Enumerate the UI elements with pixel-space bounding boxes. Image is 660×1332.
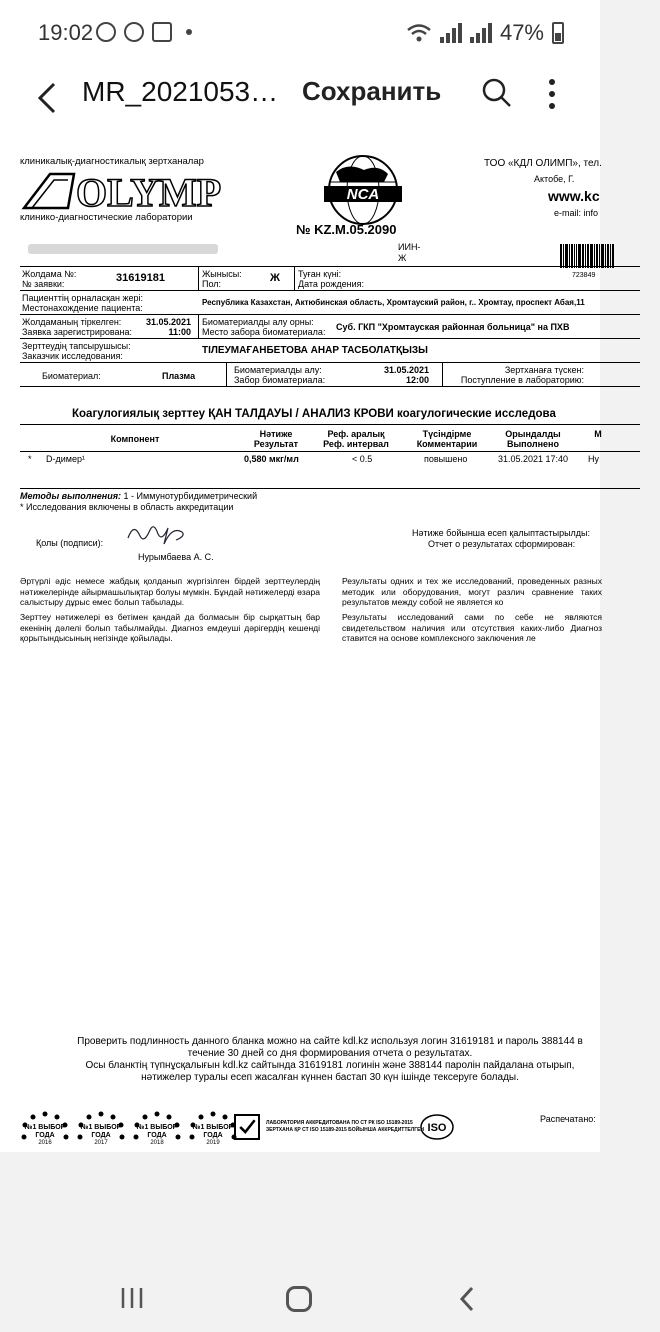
logo-top-text: клиникалық-диагностикалық зертханалар (20, 156, 204, 167)
search-icon[interactable] (480, 76, 514, 110)
home-icon[interactable] (286, 1286, 312, 1312)
iso-logo (420, 1114, 454, 1140)
table-row: * D-димер¹ 0,580 мкг/мл < 0.5 повышено 31.05.2021 17:40 Ну (28, 454, 599, 464)
organization-email: e-mail: info (554, 208, 599, 218)
app-bar (0, 66, 600, 132)
document-page[interactable] (0, 132, 600, 1152)
award-badge: №1 ВЫБОР ГОДА 2018 (132, 1110, 182, 1154)
whatsapp-icon (96, 22, 116, 42)
status-bar (0, 0, 600, 66)
more-notifications-dot-icon (186, 29, 192, 35)
checkmark-icon (234, 1114, 260, 1140)
accreditation-number: № KZ.M.05.2090 (296, 222, 397, 237)
result-value: 0,580 мкг/мл (244, 454, 299, 464)
done-datetime: 31.05.2021 17:40 (498, 454, 569, 464)
results-table-header (20, 424, 640, 452)
organization-city: Актобе, Г. (534, 174, 575, 184)
file-title: MR_2021053… (82, 76, 279, 107)
signature-image (124, 518, 194, 548)
logo-word-text: OLYMP (76, 170, 222, 215)
nca-text: NCA (346, 186, 380, 203)
report-formed-kz: Нәтиже бойынша есеп қалыптастырылды: (412, 528, 591, 538)
organization-name: ТОО «КДЛ ОЛИМП», тел. (484, 158, 602, 169)
organization-site[interactable]: www.kc (548, 188, 600, 204)
logo-bottom-text: клинико-диагностические лаборатории (20, 212, 193, 223)
analysis-section-title: Коагулогиялық зерттеу ҚАН ТАЛДАУЫ / АНАЛИЗ КРОВИ коагулогические исследова (72, 408, 556, 420)
th-result: Нәтиже Результат (253, 429, 299, 449)
accreditation-block: ЛАБОРАТОРИЯ АККРЕДИТОВАНА ПО СТ РК ISO 15189-2015 ЗЕРТХАНА ҚР СТ ISO 15189-2015 БОЙЫНША АККРЕДИТТЕЛГЕН ISO (234, 1114, 454, 1144)
th-component: Компонент (110, 434, 160, 444)
status-time: 19:02 (38, 20, 94, 45)
result-comment: повышено (424, 454, 468, 464)
th-done: Орындалды Выполнено (505, 429, 561, 449)
order-row: Жолдама №: № заявки: 31619181 Жынысы: Пол: Ж Туған күні: Дата рождения: (20, 267, 640, 291)
nav-back-icon[interactable] (454, 1284, 480, 1314)
customer-name: ТІЛЕУМАҒАНБЕТОВА АНАР ТАСБОЛАТҚЫЗЫ (202, 345, 428, 356)
award-badge: №1 ВЫБОР ГОДА 2016 (20, 1110, 70, 1154)
methods-block: Методы выполнения: 1 - Иммунотурбидиметрический * Исследования включены в область аккредитации (20, 488, 640, 513)
nca-globe-logo (318, 152, 408, 228)
patient-info-grid (20, 266, 640, 387)
system-nav-bar (0, 1262, 600, 1332)
component-name: D-димер¹ (46, 454, 85, 464)
svg-text:ISO: ISO (427, 1122, 447, 1134)
olymp-logo (20, 168, 222, 215)
battery-percent: 47% (499, 20, 544, 45)
notification-icons (96, 22, 192, 42)
awards-row (20, 1110, 238, 1154)
more-options-icon[interactable] (538, 74, 566, 114)
collection-place: Суб. ГКП "Хромтауская районная больница" на ПХВ (336, 322, 570, 332)
th-ref: Реф. аралық Реф. интервал (323, 429, 389, 449)
gallery-icon (152, 22, 172, 42)
signal-2-icon (470, 23, 492, 43)
verification-text: Проверить подлинность данного бланка можно на сайте kdl.kz используя логин 31619181 и пароль 388144 в течение 30 дней со дня формирования отчета о результатах. Осы бланктің түпнұсқалығын kdl.kz сайтында 31619181 логинін және 388144 паролін пайдалана отырып, нәтижелер туралы есеп жасалған күннен бастап 30 күн ішінде тексеруге болады. (77, 1036, 583, 1083)
order-number: 31619181 (116, 272, 165, 284)
disclaimer-ru-1: Результаты одних и тех же исследований, проведенных разных методик или оборудования, могут различ сравнение таких результатов между собой не является ко (342, 576, 602, 607)
wifi-icon (406, 22, 432, 44)
th-extra: М (594, 429, 602, 439)
customer-row: Зерттеудің тапсырушысы: Заказчик исследования: ТІЛЕУМАҒАНБЕТОВА АНАР ТАСБОЛАТҚЫЗЫ (20, 339, 640, 363)
disclaimer-kz-1: Әртүрлі әдіс немесе жабдық қолданып жүргізілген бірдей зерттеулердің нәтижелерінде айырмашылықтар болуы мүмкін. Бұндай нәтижелерді өзара салыстыру дұрыс емес болып табылады. (20, 576, 320, 607)
battery-icon (552, 22, 564, 44)
registration-row: Жолдаманың тіркелген: Заявка зарегистрирована: 31.05.2021 11:00 Биоматериалды алу орны: Место забора биоматериала: Суб. ГКП "Хромтауская районная больница" на ПХВ (20, 315, 640, 339)
back-arrow-icon[interactable] (28, 74, 68, 122)
disclaimer-ru-2: Результаты исследований сами по себе не являются свидетельством наличия или отсутствия каких-либо Диагноз ставится на основе комплексного заключения ле (342, 612, 602, 643)
award-badge: №1 ВЫБОР ГОДА 2017 (76, 1110, 126, 1154)
th-comment: Түсіндірме Комментарии (416, 429, 478, 449)
signal-1-icon (440, 23, 462, 43)
report-formed-ru: Отчет о результатах сформирован: (428, 539, 576, 549)
signature-label: Қолы (подписи): (36, 538, 104, 548)
iin-field: ИИН- Ж (398, 242, 421, 263)
sex-value: Ж (270, 272, 280, 284)
patient-location: Республика Казахстан, Актюбинская область, Хромтауский район, г.. Хромтау, проспект Абая,11 (202, 298, 585, 307)
lock-icon (124, 22, 144, 42)
disclaimer-kz-2: Зерттеу нәтижелері өз бетімен қандай да болмасын бір сырқаттың бар екенінің дәлелі болып табылмайды. Диагноз емдеуші дәрігердің кешенді қорытындысының негізінде қойылады. (20, 612, 320, 643)
biomaterial-value: Плазма (162, 371, 196, 381)
signer-name: Нурымбаева А. С. (138, 552, 214, 562)
barcode-number: 723849 (572, 272, 596, 279)
ref-interval: < 0.5 (352, 454, 373, 464)
redacted-patient-name (28, 244, 218, 254)
recent-apps-icon[interactable] (120, 1286, 144, 1310)
award-badge: №1 ВЫБОР ГОДА 2019 (188, 1110, 238, 1154)
location-row: Пациенттің орналасқан жері: Местонахождение пациента: Республика Казахстан, Актюбинская область, Хромтауский район, г.. Хромтау, проспект Абая,11 (20, 291, 640, 315)
biomaterial-row: Биоматериал: Плазма Биоматериалды алу: Забор биоматериала: 31.05.2021 12:00 Зертханаға түскен: Поступление в лабораторию: (20, 363, 640, 387)
printed-label: Распечатано: (540, 1114, 596, 1124)
save-button[interactable]: Сохранить (302, 76, 442, 106)
